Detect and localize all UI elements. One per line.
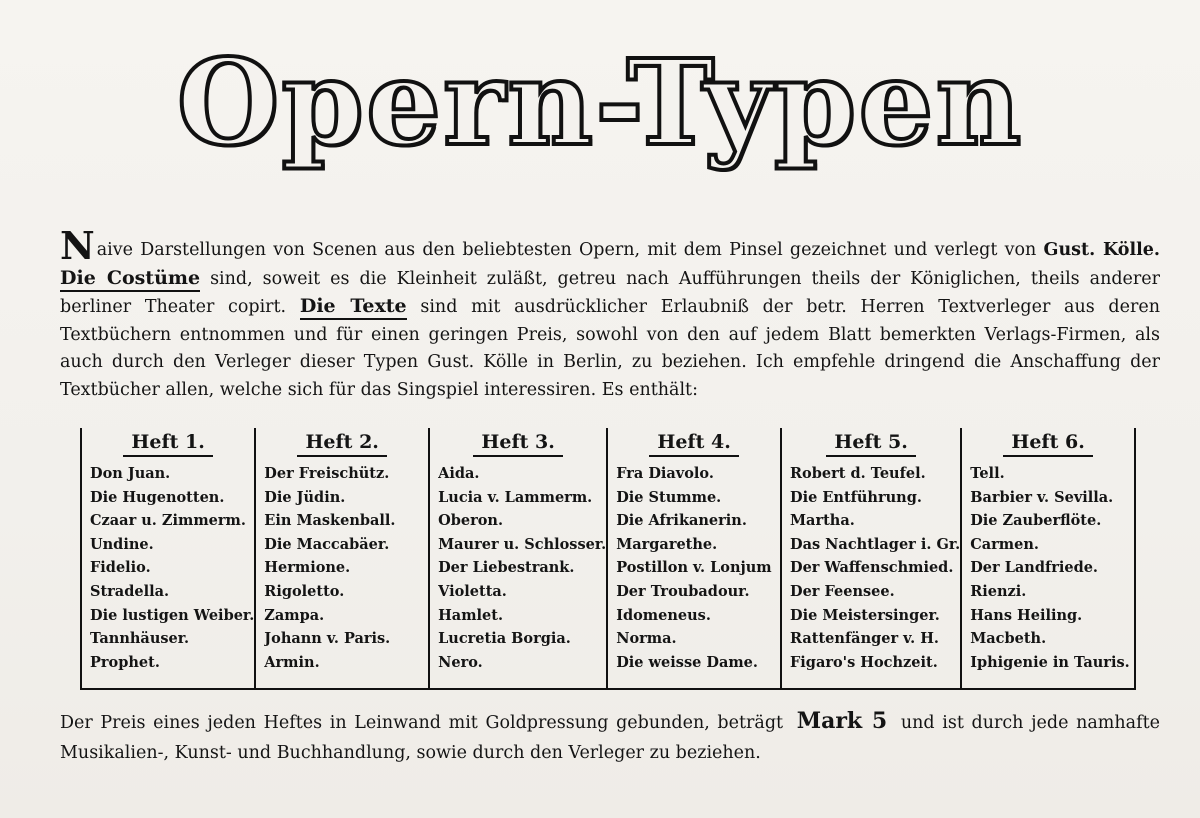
opera-item: Stradella. (90, 582, 170, 600)
page-title: Opern-Typen (176, 33, 1024, 172)
opera-item: Rigoletto. (264, 582, 345, 600)
costume-heading: Die Costüme (60, 267, 200, 292)
opera-item: Barbier v. Sevilla. (970, 488, 1114, 506)
opera-item: Der Feensee. (790, 582, 895, 600)
opera-item: Die Hugenotten. (90, 488, 225, 506)
opera-item: Czaar u. Zimmerm. (90, 512, 246, 530)
volume-column-4 (608, 428, 782, 688)
opera-item: Lucia v. Lammerm. (438, 488, 593, 506)
opera-item: Die weisse Dame. (616, 653, 758, 671)
volume-title: Heft 2. (297, 431, 386, 457)
volume-column-2 (256, 428, 430, 688)
opera-item: Die Meistersinger. (790, 606, 940, 624)
opera-item: Die Afrikanerin. (616, 512, 747, 530)
opera-item: Ein Maskenball. (264, 512, 396, 530)
opera-item: Maurer u. Schlosser. (438, 535, 607, 553)
opera-item: Robert d. Teufel. (790, 465, 926, 482)
volume-title: Heft 3. (473, 431, 562, 457)
volume-title: Heft 5. (826, 431, 915, 457)
opera-item: Tannhäuser. (90, 630, 190, 648)
opera-item: Hamlet. (438, 606, 504, 624)
opera-item: Macbeth. (970, 630, 1047, 648)
intro-text-2: sind, soweit es die Kleinheit zuläßt, getreu nach Aufführungen theils der Königlichen, theils anderer berliner Theater copirt. (60, 268, 1160, 317)
opera-item: Tell. (970, 465, 1005, 482)
opera-item: Fra Diavolo. (616, 465, 714, 482)
opera-item: Der Landfriede. (970, 559, 1098, 577)
opera-item: Die Entführung. (790, 488, 922, 506)
opera-item: Die Maccabäer. (264, 535, 390, 553)
volume-column-5 (782, 428, 962, 688)
opera-item: Violetta. (438, 582, 507, 600)
opera-item: Das Nachtlager i. Gr. (790, 535, 961, 553)
opera-item: Norma. (616, 630, 677, 648)
opera-item: Die Stumme. (616, 488, 722, 506)
opera-item: Undine. (90, 535, 154, 553)
opera-item: Armin. (264, 653, 320, 671)
opera-item: Margarethe. (616, 535, 718, 553)
opera-item: Der Liebestrank. (438, 559, 575, 577)
volume-column-1 (82, 428, 256, 688)
volume-column-6 (962, 428, 1134, 688)
intro-text-1: aive Darstellungen von Scenen aus den beliebtesten Opern, mit dem Pinsel gezeichnet und verlegt von (96, 240, 1037, 260)
volume-title: Heft 6. (1003, 431, 1092, 457)
opera-item: Martha. (790, 512, 855, 530)
opera-item: Figaro's Hochzeit. (790, 653, 938, 671)
opera-item: Rienzi. (970, 582, 1027, 600)
volume-title: Heft 1. (123, 431, 212, 457)
opera-item: Hans Heiling. (970, 606, 1083, 624)
price-note (60, 706, 1160, 768)
publisher-name: Gust. Kölle. (1043, 240, 1160, 260)
intro-text-3: sind mit ausdrücklicher Erlaubniß der betr. Herren Textverleger aus deren Textbüchern entnommen und für einen geringen Preis, sowohl von den auf jedem Blatt bemerkten Verlags-Firmen, als auch durch den Verleger dieser Typen Gust. Kölle in Berlin, zu beziehen. Ich empfehle dringend die Anschaffung der Textbücher allen, welche sich für das Singspiel interessiren. Es enthält: (60, 297, 1160, 400)
opera-item: Nero. (438, 653, 483, 671)
intro-paragraph (60, 223, 1160, 404)
drop-cap: N (60, 223, 95, 268)
opera-item: Prophet. (90, 653, 160, 671)
opera-item: Fidelio. (90, 559, 151, 577)
opera-item: Der Troubadour. (616, 582, 750, 600)
opera-item: Postillon v. Lonjum (616, 559, 772, 577)
opera-item: Don Juan. (90, 465, 171, 482)
price-text-1: Der Preis eines jeden Heftes in Leinwand mit Goldpressung gebunden, beträgt (60, 713, 784, 733)
opera-item: Iphigenie in Tauris. (970, 653, 1130, 671)
opera-item: Idomeneus. (616, 606, 711, 624)
opera-item: Oberon. (438, 512, 503, 530)
volumes-table (80, 428, 1136, 690)
opera-item: Rattenfänger v. H. (790, 630, 939, 648)
opera-item: Der Waffenschmied. (790, 559, 954, 577)
opera-item: Aida. (438, 465, 480, 482)
opera-item: Carmen. (970, 535, 1039, 553)
opera-item: Zampa. (264, 606, 325, 624)
opera-item: Hermione. (264, 559, 351, 577)
opera-item: Lucretia Borgia. (438, 630, 571, 648)
volume-column-3 (430, 428, 608, 688)
price-value: Mark 5 (796, 708, 888, 734)
volume-title: Heft 4. (649, 431, 738, 457)
opera-item: Der Freischütz. (264, 465, 390, 482)
opera-item: Die Zauberflöte. (970, 512, 1102, 530)
opera-item: Die Jüdin. (264, 488, 346, 506)
price-text-2: und ist durch jede namhafte Musikalien-, Kunst- und Buchhandlung, sowie durch den Verleger zu beziehen. (60, 713, 1160, 763)
opera-item: Johann v. Paris. (264, 630, 391, 648)
texts-heading: Die Texte (300, 295, 407, 320)
opera-item: Die lustigen Weiber. (90, 606, 255, 624)
